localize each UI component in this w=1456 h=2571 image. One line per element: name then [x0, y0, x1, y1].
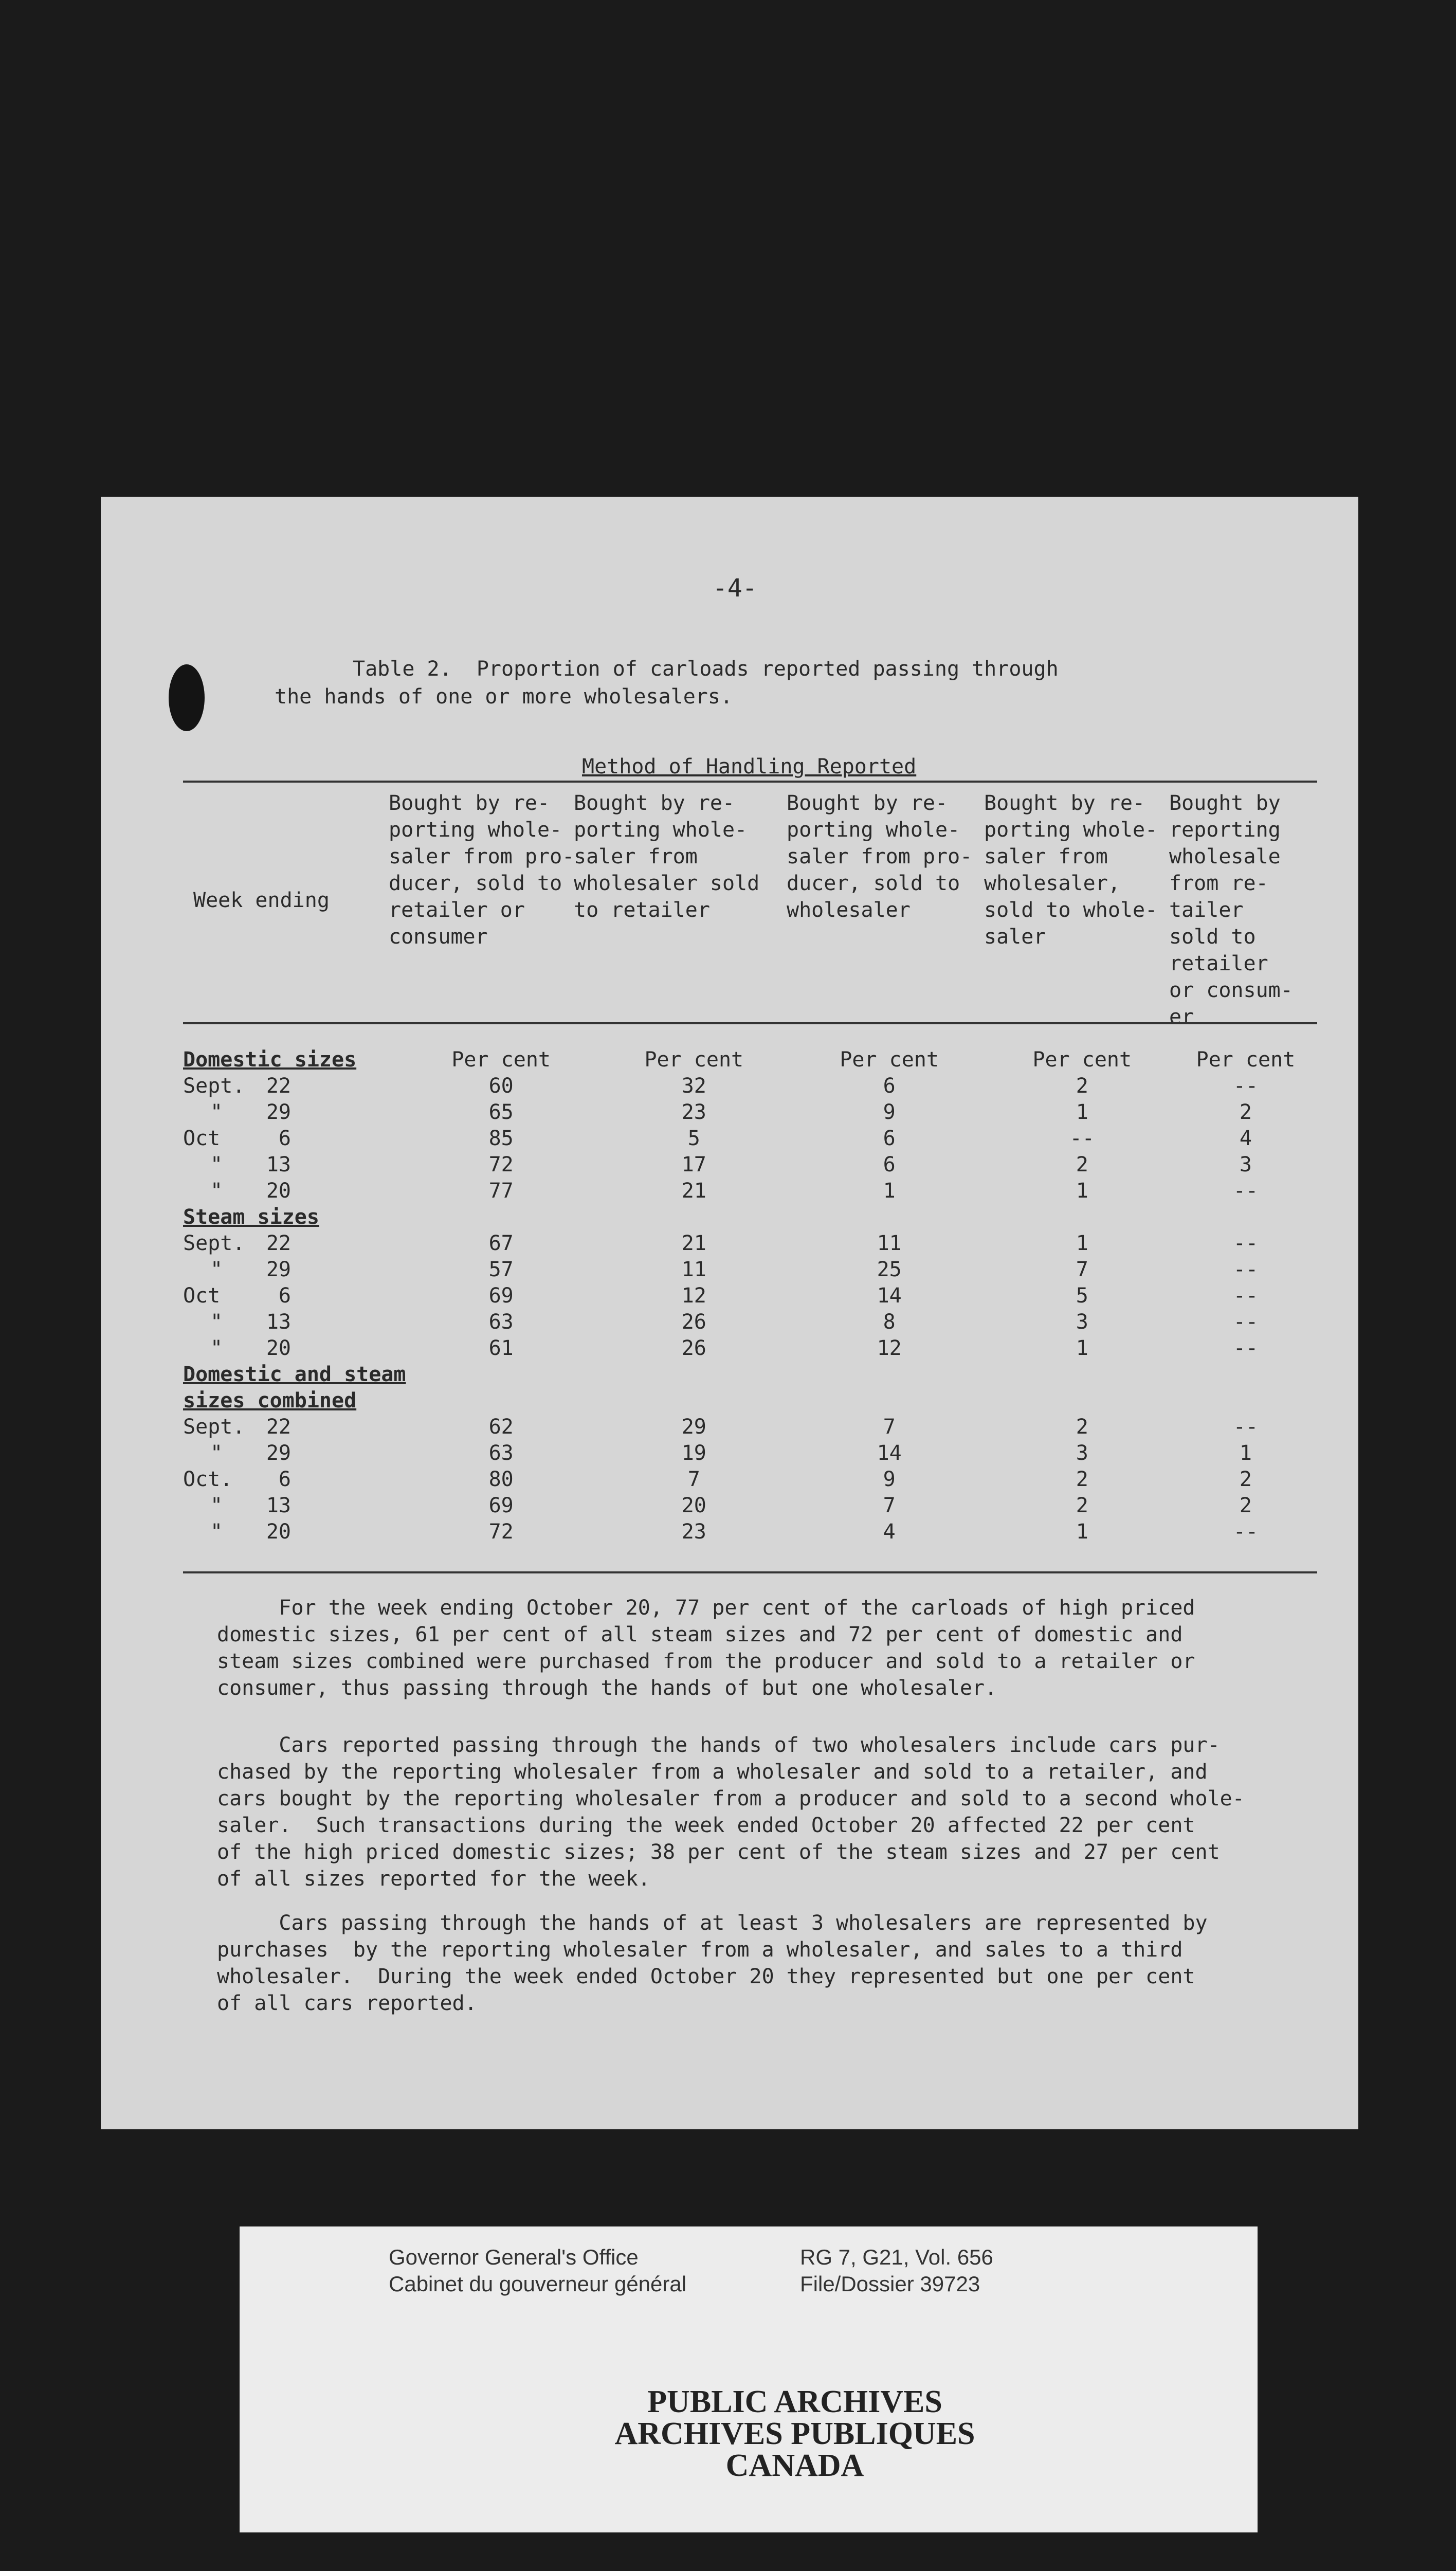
value-cell: 26 [681, 1336, 706, 1360]
table-row [183, 1099, 1314, 1126]
value-cell: 2 [1076, 1468, 1088, 1491]
value-cell: 69 [488, 1494, 514, 1517]
week-day: 20 [266, 1520, 291, 1544]
unit-label: Per cent [451, 1048, 551, 1072]
value-cell: 61 [488, 1336, 514, 1360]
stamp-line-2: ARCHIVES PUBLIQUES [614, 2416, 975, 2451]
value-cell: 1 [1076, 1232, 1088, 1255]
value-cell: -- [1233, 1520, 1259, 1544]
office-english: Governor General's Office [389, 2245, 639, 2269]
week-day: 29 [266, 1100, 291, 1124]
table-row [183, 1073, 1314, 1099]
office-french: Cabinet du gouverneur général [389, 2272, 687, 2296]
table-row [183, 1257, 1314, 1283]
section-title: Steam sizes [183, 1205, 319, 1229]
column-header-2: Bought by re- porting whole- saler from wholesaler sold to retailer [574, 791, 760, 922]
week-cell [183, 1414, 406, 1440]
value-cell: -- [1233, 1284, 1259, 1308]
empty-cell [792, 1204, 987, 1230]
table-row [183, 1152, 1314, 1178]
unit-label: Per cent [840, 1048, 939, 1072]
value-cell: 67 [488, 1232, 514, 1255]
value-cell: 62 [488, 1415, 514, 1439]
document-page [101, 497, 1358, 2129]
empty-cell [596, 1204, 792, 1230]
value-cell: 5 [687, 1127, 700, 1150]
value-cell: 7 [687, 1468, 700, 1491]
week-day: 22 [266, 1074, 291, 1098]
week-month: " [210, 1310, 223, 1334]
value-cell: 9 [883, 1100, 896, 1124]
group-header: Method of Handling Reported [582, 755, 917, 778]
table-row [183, 1335, 1314, 1362]
value-cell: 2 [1239, 1494, 1252, 1517]
value-cell: 80 [488, 1468, 514, 1491]
value-cell: 23 [681, 1100, 706, 1124]
table-row [183, 1440, 1314, 1466]
week-cell [183, 1073, 406, 1099]
value-cell: -- [1233, 1232, 1259, 1255]
caption-line-1: Table 2. Proportion of carloads reported passing through [353, 657, 1059, 681]
value-cell: 77 [488, 1179, 514, 1203]
page-number: -4- [713, 574, 757, 603]
week-cell [183, 1309, 406, 1335]
value-cell: 1 [883, 1179, 896, 1203]
week-cell [183, 1178, 406, 1204]
value-cell: 1 [1076, 1336, 1088, 1360]
week-day: 20 [266, 1179, 291, 1203]
section-header-row [183, 1047, 1314, 1073]
value-cell: 63 [488, 1310, 514, 1334]
value-cell: 12 [877, 1336, 902, 1360]
value-cell: 20 [681, 1494, 706, 1517]
week-ending-header: Week ending [193, 889, 330, 912]
empty-cell [987, 1204, 1177, 1230]
table-row [183, 1230, 1314, 1257]
value-cell: 3 [1076, 1310, 1088, 1334]
week-cell [183, 1335, 406, 1362]
value-cell: 2 [1076, 1415, 1088, 1439]
value-cell: 11 [681, 1258, 706, 1281]
unit-label: Per cent [1032, 1048, 1132, 1072]
empty-cell [1177, 1204, 1314, 1230]
week-day: 13 [266, 1153, 291, 1176]
carloads-table [183, 1047, 1314, 1545]
unit-label: Per cent [1196, 1048, 1296, 1072]
section-title: Domestic sizes [183, 1048, 357, 1072]
table-row [183, 1466, 1314, 1493]
paragraph-3: Cars passing through the hands of at least 3 wholesalers are represented by purchases by the reporting wholesaler from a wholesaler, and sales to a third wholesaler. During the week ended October 20 they represented but one per cent of all cars reported. [217, 1911, 1208, 2015]
table-row [183, 1493, 1314, 1519]
table-row [183, 1309, 1314, 1335]
week-month: " [210, 1153, 223, 1176]
week-cell [183, 1230, 406, 1257]
value-cell: 14 [877, 1441, 902, 1465]
empty-cell [987, 1362, 1177, 1414]
empty-cell [406, 1204, 596, 1230]
column-header-4: Bought by re- porting whole- saler from wholesaler, sold to whole- saler [984, 791, 1158, 949]
week-month: Sept. [183, 1232, 245, 1255]
week-month: Oct. [183, 1468, 233, 1491]
value-cell: 9 [883, 1468, 896, 1491]
value-cell: 2 [1076, 1494, 1088, 1517]
value-cell: 4 [883, 1520, 896, 1544]
week-cell [183, 1257, 406, 1283]
value-cell: 12 [681, 1284, 706, 1308]
value-cell: 85 [488, 1127, 514, 1150]
section-header-cell [183, 1362, 406, 1414]
value-cell: -- [1233, 1258, 1259, 1281]
week-cell [183, 1099, 406, 1126]
value-cell: 5 [1076, 1284, 1088, 1308]
week-month: Oct [183, 1284, 221, 1308]
value-cell: 29 [681, 1415, 706, 1439]
value-cell: 11 [877, 1232, 902, 1255]
week-cell [183, 1519, 406, 1545]
value-cell: -- [1233, 1179, 1259, 1203]
week-day: 6 [278, 1127, 291, 1150]
table-top-rule [183, 781, 1317, 783]
value-cell: 21 [681, 1232, 706, 1255]
table-caption [275, 655, 1059, 711]
record-group-reference: RG 7, G21, Vol. 656 [800, 2245, 993, 2269]
empty-cell [1177, 1362, 1314, 1414]
section-header-cell [183, 1204, 406, 1230]
value-cell: 6 [883, 1153, 896, 1176]
value-cell: 60 [488, 1074, 514, 1098]
week-month: " [210, 1336, 223, 1360]
value-cell: 6 [883, 1074, 896, 1098]
table-row [183, 1414, 1314, 1440]
section-title: Domestic and steam sizes combined [183, 1363, 406, 1413]
table-row [183, 1126, 1314, 1152]
value-cell: 65 [488, 1100, 514, 1124]
column-header-1: Bought by re- porting whole- saler from pro- ducer, sold to retailer or consumer [389, 791, 575, 949]
section-header-row [183, 1204, 1314, 1230]
value-cell: 2 [1239, 1468, 1252, 1491]
value-cell: 32 [681, 1074, 706, 1098]
value-cell: -- [1233, 1310, 1259, 1334]
value-cell: 25 [877, 1258, 902, 1281]
week-month: " [210, 1441, 223, 1465]
week-month: " [210, 1100, 223, 1124]
value-cell: 3 [1076, 1441, 1088, 1465]
value-cell: 72 [488, 1520, 514, 1544]
value-cell: -- [1233, 1074, 1259, 1098]
week-month: " [210, 1494, 223, 1517]
value-cell: 7 [883, 1415, 896, 1439]
value-cell: 1 [1076, 1520, 1088, 1544]
archive-label [240, 2226, 1258, 2532]
unit-label: Per cent [644, 1048, 744, 1072]
file-number: File/Dossier 39723 [800, 2272, 980, 2296]
value-cell: 2 [1076, 1074, 1088, 1098]
value-cell: 17 [681, 1153, 706, 1176]
value-cell: 1 [1076, 1179, 1088, 1203]
week-day: 20 [266, 1336, 291, 1360]
value-cell: 26 [681, 1310, 706, 1334]
value-cell: 14 [877, 1284, 902, 1308]
week-cell [183, 1466, 406, 1493]
stamp-line-3: CANADA [725, 2448, 864, 2483]
week-month: " [210, 1258, 223, 1281]
week-cell [183, 1126, 406, 1152]
table-row [183, 1178, 1314, 1204]
value-cell: 1 [1076, 1100, 1088, 1124]
week-day: 22 [266, 1415, 291, 1439]
week-month: Sept. [183, 1074, 245, 1098]
value-cell: -- [1233, 1336, 1259, 1360]
paragraph-2: Cars reported passing through the hands of two wholesalers include cars pur- chased by the reporting wholesaler from a wholesaler and sold to a retailer, and cars bought by the reporting wholesaler from a producer and sold to a second whole- saler. Such transactions during the week ended October 20 affected 22 per cent of the high priced domestic sizes; 38 per cent of the steam sizes and 27 per cent of all sizes reported for the week. [217, 1733, 1245, 1891]
value-cell: 72 [488, 1153, 514, 1176]
section-header-cell [183, 1047, 406, 1073]
stamp-line-1: PUBLIC ARCHIVES [647, 2384, 942, 2419]
value-cell: 21 [681, 1179, 706, 1203]
value-cell: 69 [488, 1284, 514, 1308]
week-month: Oct [183, 1127, 221, 1150]
week-day: 6 [278, 1284, 291, 1308]
value-cell: -- [1233, 1415, 1259, 1439]
archives-stamp [610, 2386, 980, 2482]
empty-cell [792, 1362, 987, 1414]
table-row [183, 1283, 1314, 1309]
value-cell: 1 [1239, 1441, 1252, 1465]
value-cell: -- [1069, 1127, 1095, 1150]
empty-cell [406, 1362, 596, 1414]
week-day: 29 [266, 1258, 291, 1281]
week-month: Sept. [183, 1415, 245, 1439]
value-cell: 7 [1076, 1258, 1088, 1281]
empty-cell [596, 1362, 792, 1414]
week-day: 13 [266, 1310, 291, 1334]
week-cell [183, 1152, 406, 1178]
week-day: 6 [278, 1468, 291, 1491]
section-header-row [183, 1362, 1314, 1414]
value-cell: 57 [488, 1258, 514, 1281]
punch-hole [169, 664, 205, 731]
value-cell: 8 [883, 1310, 896, 1334]
week-day: 13 [266, 1494, 291, 1517]
value-cell: 2 [1239, 1100, 1252, 1124]
table-bottom-rule [183, 1571, 1317, 1573]
caption-line-2: the hands of one or more wholesalers. [275, 685, 733, 709]
week-day: 29 [266, 1441, 291, 1465]
week-day: 22 [266, 1232, 291, 1255]
header-bottom-rule [183, 1022, 1317, 1024]
column-header-5: Bought by reporting wholesale from re- tailer sold to retailer or consum- er [1169, 791, 1293, 1029]
value-cell: 23 [681, 1520, 706, 1544]
value-cell: 6 [883, 1127, 896, 1150]
value-cell: 7 [883, 1494, 896, 1517]
table-row [183, 1519, 1314, 1545]
paragraph-1: For the week ending October 20, 77 per cent of the carloads of high priced domestic sizes, 61 per cent of all steam sizes and 72 per cent of domestic and steam sizes combined were purchased from the producer and sold to a retailer or consumer, thus passing through the hands of but one wholesaler. [217, 1596, 1195, 1700]
value-cell: 19 [681, 1441, 706, 1465]
week-cell [183, 1440, 406, 1466]
value-cell: 2 [1076, 1153, 1088, 1176]
value-cell: 63 [488, 1441, 514, 1465]
week-month: " [210, 1520, 223, 1544]
week-cell [183, 1493, 406, 1519]
value-cell: 3 [1239, 1153, 1252, 1176]
week-cell [183, 1283, 406, 1309]
week-month: " [210, 1179, 223, 1203]
value-cell: 4 [1239, 1127, 1252, 1150]
column-header-3: Bought by re- porting whole- saler from pro- ducer, sold to wholesaler [787, 791, 973, 922]
